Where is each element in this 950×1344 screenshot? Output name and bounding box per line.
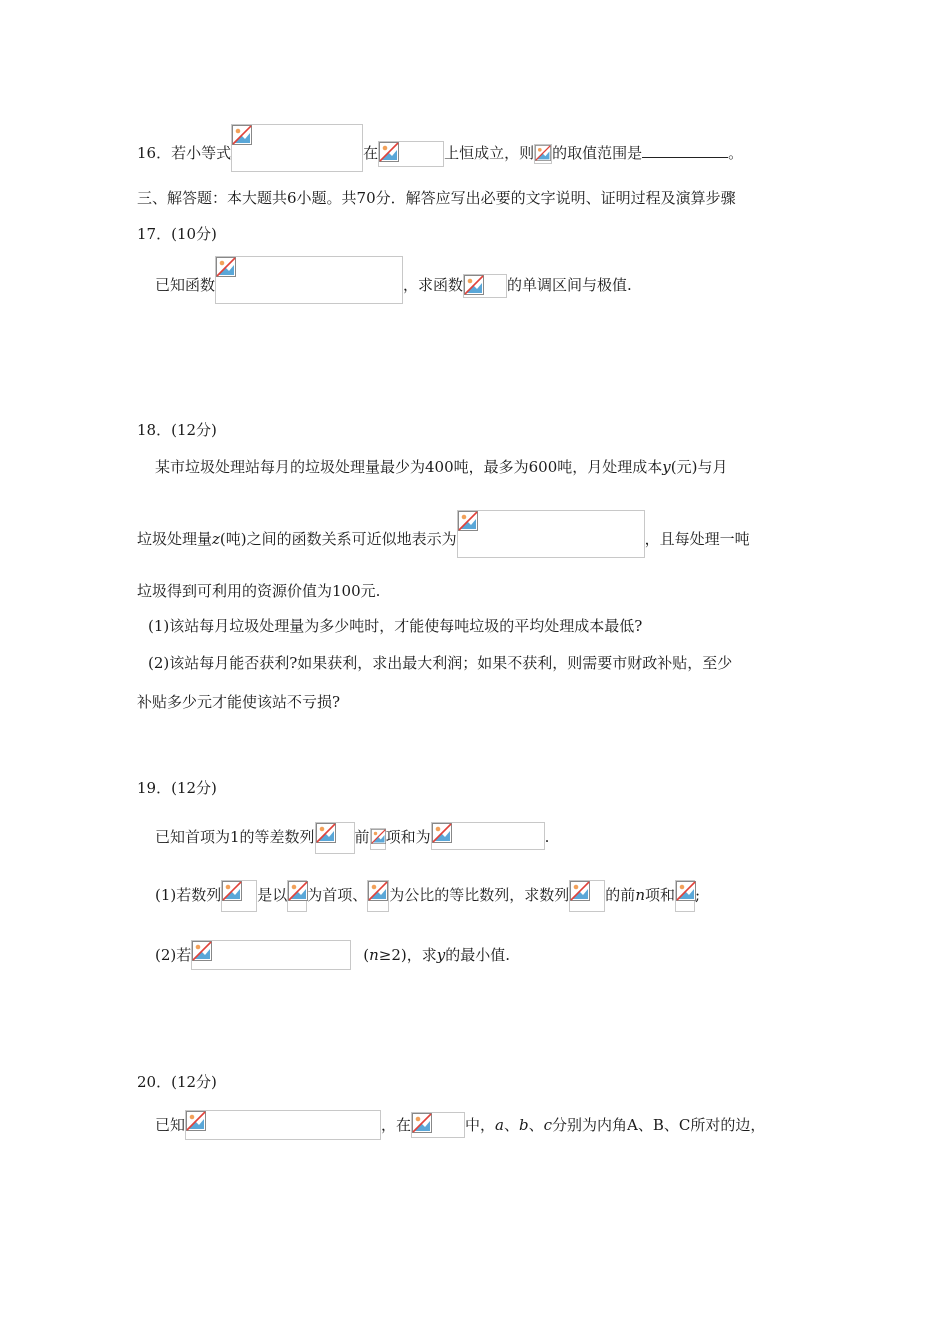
q18-line2-a: 垃圾处理量 (137, 530, 213, 548)
q19-text3: 项和为 (385, 828, 431, 846)
q17-number-text: 17．(10分) (137, 225, 217, 243)
q20-sep1: 、 (504, 1116, 520, 1134)
formula-image (463, 274, 507, 298)
broken-image-icon (192, 941, 212, 961)
formula-image (315, 822, 355, 854)
var-y: y (662, 458, 671, 476)
formula-image (367, 880, 389, 912)
var-a: a (495, 1116, 504, 1134)
q18-line2 (137, 526, 750, 558)
q18-number-text: 18．(12分) (137, 421, 217, 439)
q19-text2: 前 (354, 828, 370, 846)
q20-text2: ，在 (381, 1116, 412, 1134)
broken-image-icon (316, 823, 336, 843)
formula-image (411, 1112, 465, 1138)
formula-image (215, 256, 403, 304)
formula-image (370, 828, 386, 850)
broken-image-icon (186, 1111, 206, 1131)
q16-mid3: 的取值范围是 (552, 144, 643, 162)
q18-line1 (155, 457, 727, 477)
section3-heading (137, 188, 736, 208)
q19-p1-f: 项和 (644, 886, 675, 904)
q18-line3-text: 垃圾得到可利用的资源价值为100元. (137, 582, 381, 600)
q17-line (155, 272, 632, 304)
var-b: b (519, 1116, 529, 1134)
broken-image-icon (676, 881, 696, 901)
formula-image (221, 880, 257, 912)
broken-image-icon (288, 881, 308, 901)
formula-image (287, 880, 307, 912)
q17-text2: ，求函数 (403, 276, 464, 294)
q19-number (137, 778, 217, 798)
broken-image-icon (535, 145, 551, 161)
var-n: n (635, 886, 645, 904)
q20-sep2: 、 (528, 1116, 544, 1134)
var-c: c (543, 1116, 553, 1134)
q20-number-text: 20．(12分) (137, 1073, 217, 1091)
answer-blank (642, 143, 728, 158)
q19-p1-g: ; (695, 886, 701, 904)
q19-p1-a: (1)若数列 (155, 886, 222, 904)
q19-p1-d: 为公比的等比数列，求数列 (389, 886, 570, 904)
section3-heading-text: 三、解答题：本大题共6小题。共70分．解答应写出必要的文字说明、证明过程及演算步骤 (137, 189, 736, 207)
q19-number-text: 19．(12分) (137, 779, 217, 797)
q18-number (137, 420, 217, 440)
q18-line3 (137, 581, 380, 601)
formula-image (431, 822, 545, 850)
q19-p1-c: 为首项、 (307, 886, 368, 904)
q18-part1-text: (1)该站每月垃圾处理量为多少吨时，才能使每吨垃圾的平均处理成本最低? (148, 617, 643, 635)
q17-number (137, 224, 217, 244)
q19-part2 (155, 940, 510, 970)
q16-mid1: 在 (363, 144, 379, 162)
broken-image-icon (570, 881, 590, 901)
formula-image (675, 880, 695, 912)
q18-line2-c: ，且每处理一吨 (644, 530, 750, 548)
broken-image-icon (412, 1113, 432, 1133)
q19-p1-b: 是以 (257, 886, 288, 904)
broken-image-icon (232, 125, 252, 145)
broken-image-icon (368, 881, 388, 901)
q19-p2-a: (2)若 (155, 946, 192, 964)
broken-image-icon (432, 823, 452, 843)
q16-mid2: 上恒成立，则 (444, 144, 535, 162)
formula-image (457, 510, 645, 558)
q19-p2-d: 的最小值. (445, 946, 511, 964)
q18-line2-b: (吨)之间的函数关系可近似地表示为 (219, 530, 457, 548)
q20-line1 (155, 1110, 765, 1140)
formula-image (231, 124, 363, 172)
q18-part2-text: (2)该站每月能否获利?如果获利，求出最大利润；如果不获利，则需要市财政补贴，至少 (148, 654, 733, 672)
q18-part1 (148, 616, 642, 636)
formula-image (378, 141, 444, 167)
q19-text1: 已知首项为1的等差数列 (155, 828, 315, 846)
q19-p1-e: 的前 (605, 886, 636, 904)
q20-text1: 已知 (155, 1116, 186, 1134)
q18-part2-cont (137, 692, 340, 712)
var-y: y (436, 946, 446, 964)
q19-text4: . (544, 828, 550, 846)
q17-text3: 的单调区间与极值. (507, 276, 632, 294)
q19-p2-b: ( (363, 946, 370, 964)
q18-part2-cont-text: 补贴多少元才能使该站不亏损? (137, 693, 341, 711)
q18-line1-a: 某市垃圾处理站每月的垃圾处理量最少为400吨，最多为600吨，月处理成本 (155, 458, 663, 476)
formula-image (191, 940, 351, 970)
q16-end: 。 (728, 144, 744, 162)
q18-part2 (148, 653, 732, 673)
q20-text4: 分别为内角A、B、C所对的边， (552, 1116, 766, 1134)
q20-number (137, 1072, 217, 1092)
q16-prefix: 16．若小等式 (137, 144, 232, 162)
broken-image-icon (371, 829, 386, 844)
q17-text1: 已知函数 (155, 276, 216, 294)
q16-line (137, 140, 743, 172)
var-z: z (212, 530, 220, 548)
broken-image-icon (464, 275, 484, 295)
formula-image (185, 1110, 381, 1140)
var-n: n (369, 946, 379, 964)
broken-image-icon (458, 511, 478, 531)
q18-line1-b: (元)与月 (670, 458, 728, 476)
q19-p2-c: ≥2)，求 (378, 946, 437, 964)
q19-part1 (155, 880, 700, 912)
formula-image (569, 880, 605, 912)
broken-image-icon (379, 142, 399, 162)
broken-image-icon (222, 881, 242, 901)
broken-image-icon (216, 257, 236, 277)
q19-line1 (155, 822, 549, 854)
formula-image (534, 144, 552, 164)
q20-text3: 中， (465, 1116, 496, 1134)
